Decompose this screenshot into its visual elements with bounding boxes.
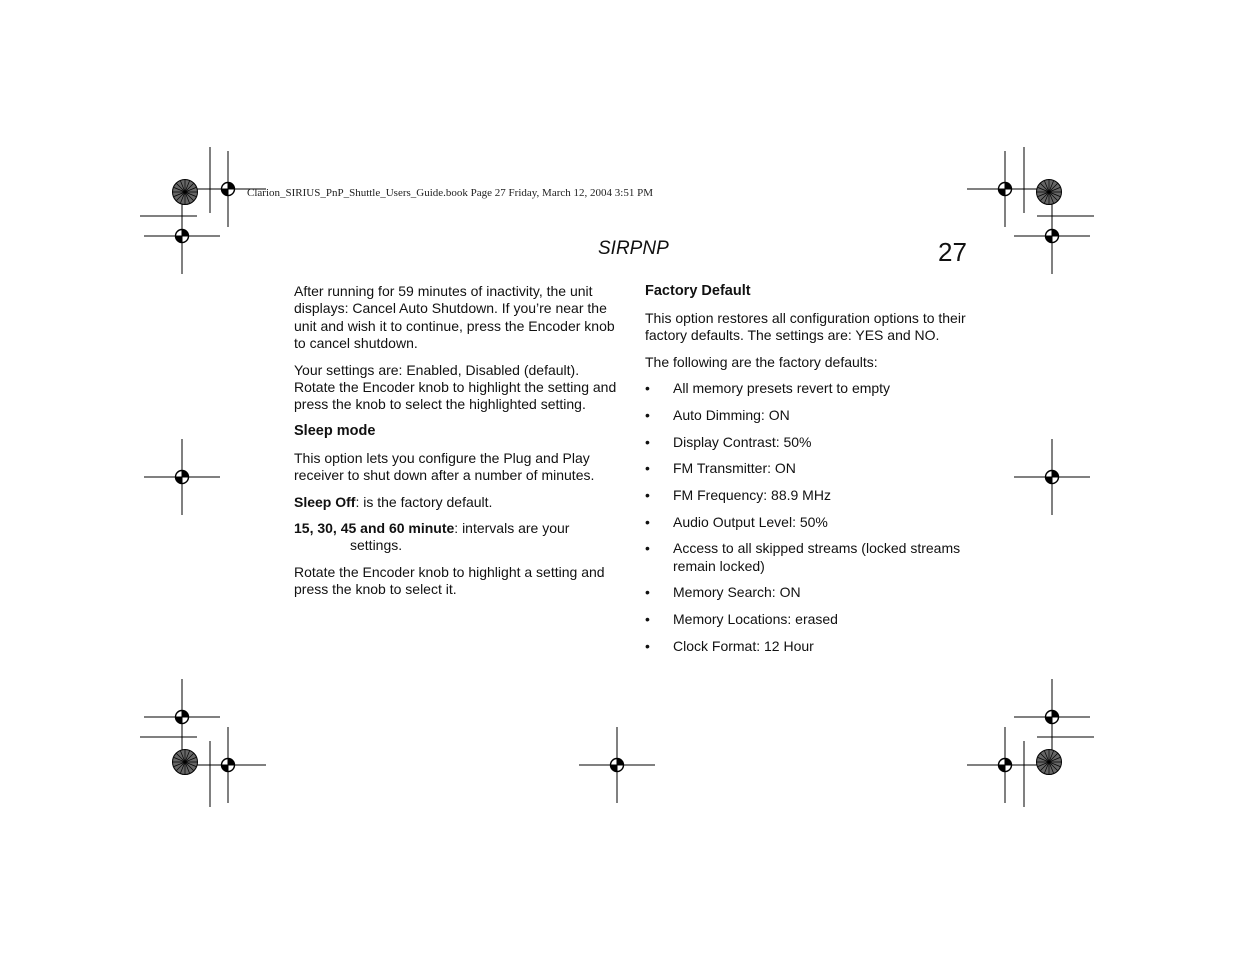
starburst-mark — [173, 180, 198, 205]
section-heading-sleep-mode: Sleep mode — [294, 423, 376, 440]
list-item — [645, 611, 985, 628]
starburst-mark — [173, 750, 198, 775]
list-item — [645, 487, 985, 504]
running-head: SIRPNP — [598, 238, 669, 259]
registration-target — [144, 198, 220, 274]
list-item — [645, 584, 985, 601]
list-item — [645, 540, 985, 575]
bullet-glyph: • — [645, 433, 650, 450]
registration-target — [967, 151, 1043, 227]
list-item-text: FM Frequency: 88.9 MHz — [673, 486, 831, 503]
section-heading-factory-default: Factory Default — [645, 283, 751, 299]
intervals-text: : intervals are your settings. — [350, 519, 570, 554]
paragraph-factory-list-intro: The following are the factory defaults: — [645, 353, 878, 370]
bullet-glyph: • — [645, 540, 650, 557]
intervals-label: 15, 30, 45 and 60 minute — [294, 519, 455, 536]
bullet-glyph: • — [645, 637, 650, 654]
list-item — [645, 638, 985, 655]
registration-target — [967, 727, 1043, 803]
list-item-text: Display Contrast: 50% — [673, 433, 812, 450]
left-column — [294, 283, 624, 599]
list-item — [645, 460, 985, 477]
list-item-text: Audio Output Level: 50% — [673, 513, 828, 530]
list-item-text: FM Transmitter: ON — [673, 460, 796, 477]
paragraph-sleep-intro: This option lets you configure the Plug and Play receiver to shut down after a number of minutes. — [294, 449, 595, 484]
list-item-text: Access to all skipped streams (locked streams remain locked) — [673, 540, 961, 574]
list-item-text: Memory Search: ON — [673, 584, 801, 601]
paragraph-settings: Your settings are: Enabled, Disabled (default). Rotate the Encoder knob to highlight the setting and press the knob to select the highlighted setting. — [294, 361, 617, 413]
paragraph-auto-shutdown: After running for 59 minutes of inactivity, the unit displays: Cancel Auto Shutdown. If you’re near the unit and wish it to continue, press the Encoder knob to cancel shutdown. — [294, 283, 615, 352]
bullet-glyph: • — [645, 611, 650, 628]
registration-target — [579, 727, 655, 803]
paragraph-intervals — [294, 520, 624, 555]
sleep-off-label: Sleep Off — [294, 493, 356, 510]
paragraph-rotate-encoder: Rotate the Encoder knob to highlight a setting and press the knob to select it. — [294, 563, 605, 598]
bullet-glyph: • — [645, 486, 650, 503]
page-number: 27 — [938, 237, 967, 267]
list-item — [645, 434, 985, 451]
list-item — [645, 514, 985, 531]
bullet-glyph: • — [645, 406, 650, 423]
factory-defaults-list — [645, 380, 985, 655]
list-item-text: Memory Locations: erased — [673, 611, 838, 628]
list-item-text: Clock Format: 12 Hour — [673, 637, 814, 654]
right-column — [645, 283, 985, 665]
registration-target — [1014, 198, 1090, 274]
bullet-glyph: • — [645, 513, 650, 530]
registration-target — [144, 679, 220, 755]
list-item — [645, 407, 985, 424]
registration-target — [1014, 439, 1090, 515]
registration-target — [190, 727, 266, 803]
paragraph-sleep-off — [294, 494, 624, 511]
registration-target — [1014, 679, 1090, 755]
starburst-mark — [1037, 750, 1062, 775]
paragraph-factory-intro: This option restores all configuration options to their factory defaults. The settings are: YES and NO. — [645, 309, 966, 344]
starburst-mark — [1037, 180, 1062, 205]
sleep-off-text: : is the factory default. — [355, 493, 493, 510]
list-item-text: All memory presets revert to empty — [673, 380, 891, 397]
bullet-glyph: • — [645, 584, 650, 601]
list-item — [645, 380, 985, 397]
bullet-glyph: • — [645, 460, 650, 477]
list-item-text: Auto Dimming: ON — [673, 406, 790, 423]
registration-target — [144, 439, 220, 515]
bullet-glyph: • — [645, 380, 650, 397]
file-info-header: Clarion_SIRIUS_PnP_Shuttle_Users_Guide.book Page 27 Friday, March 12, 2004 3:51 PM — [247, 187, 653, 199]
